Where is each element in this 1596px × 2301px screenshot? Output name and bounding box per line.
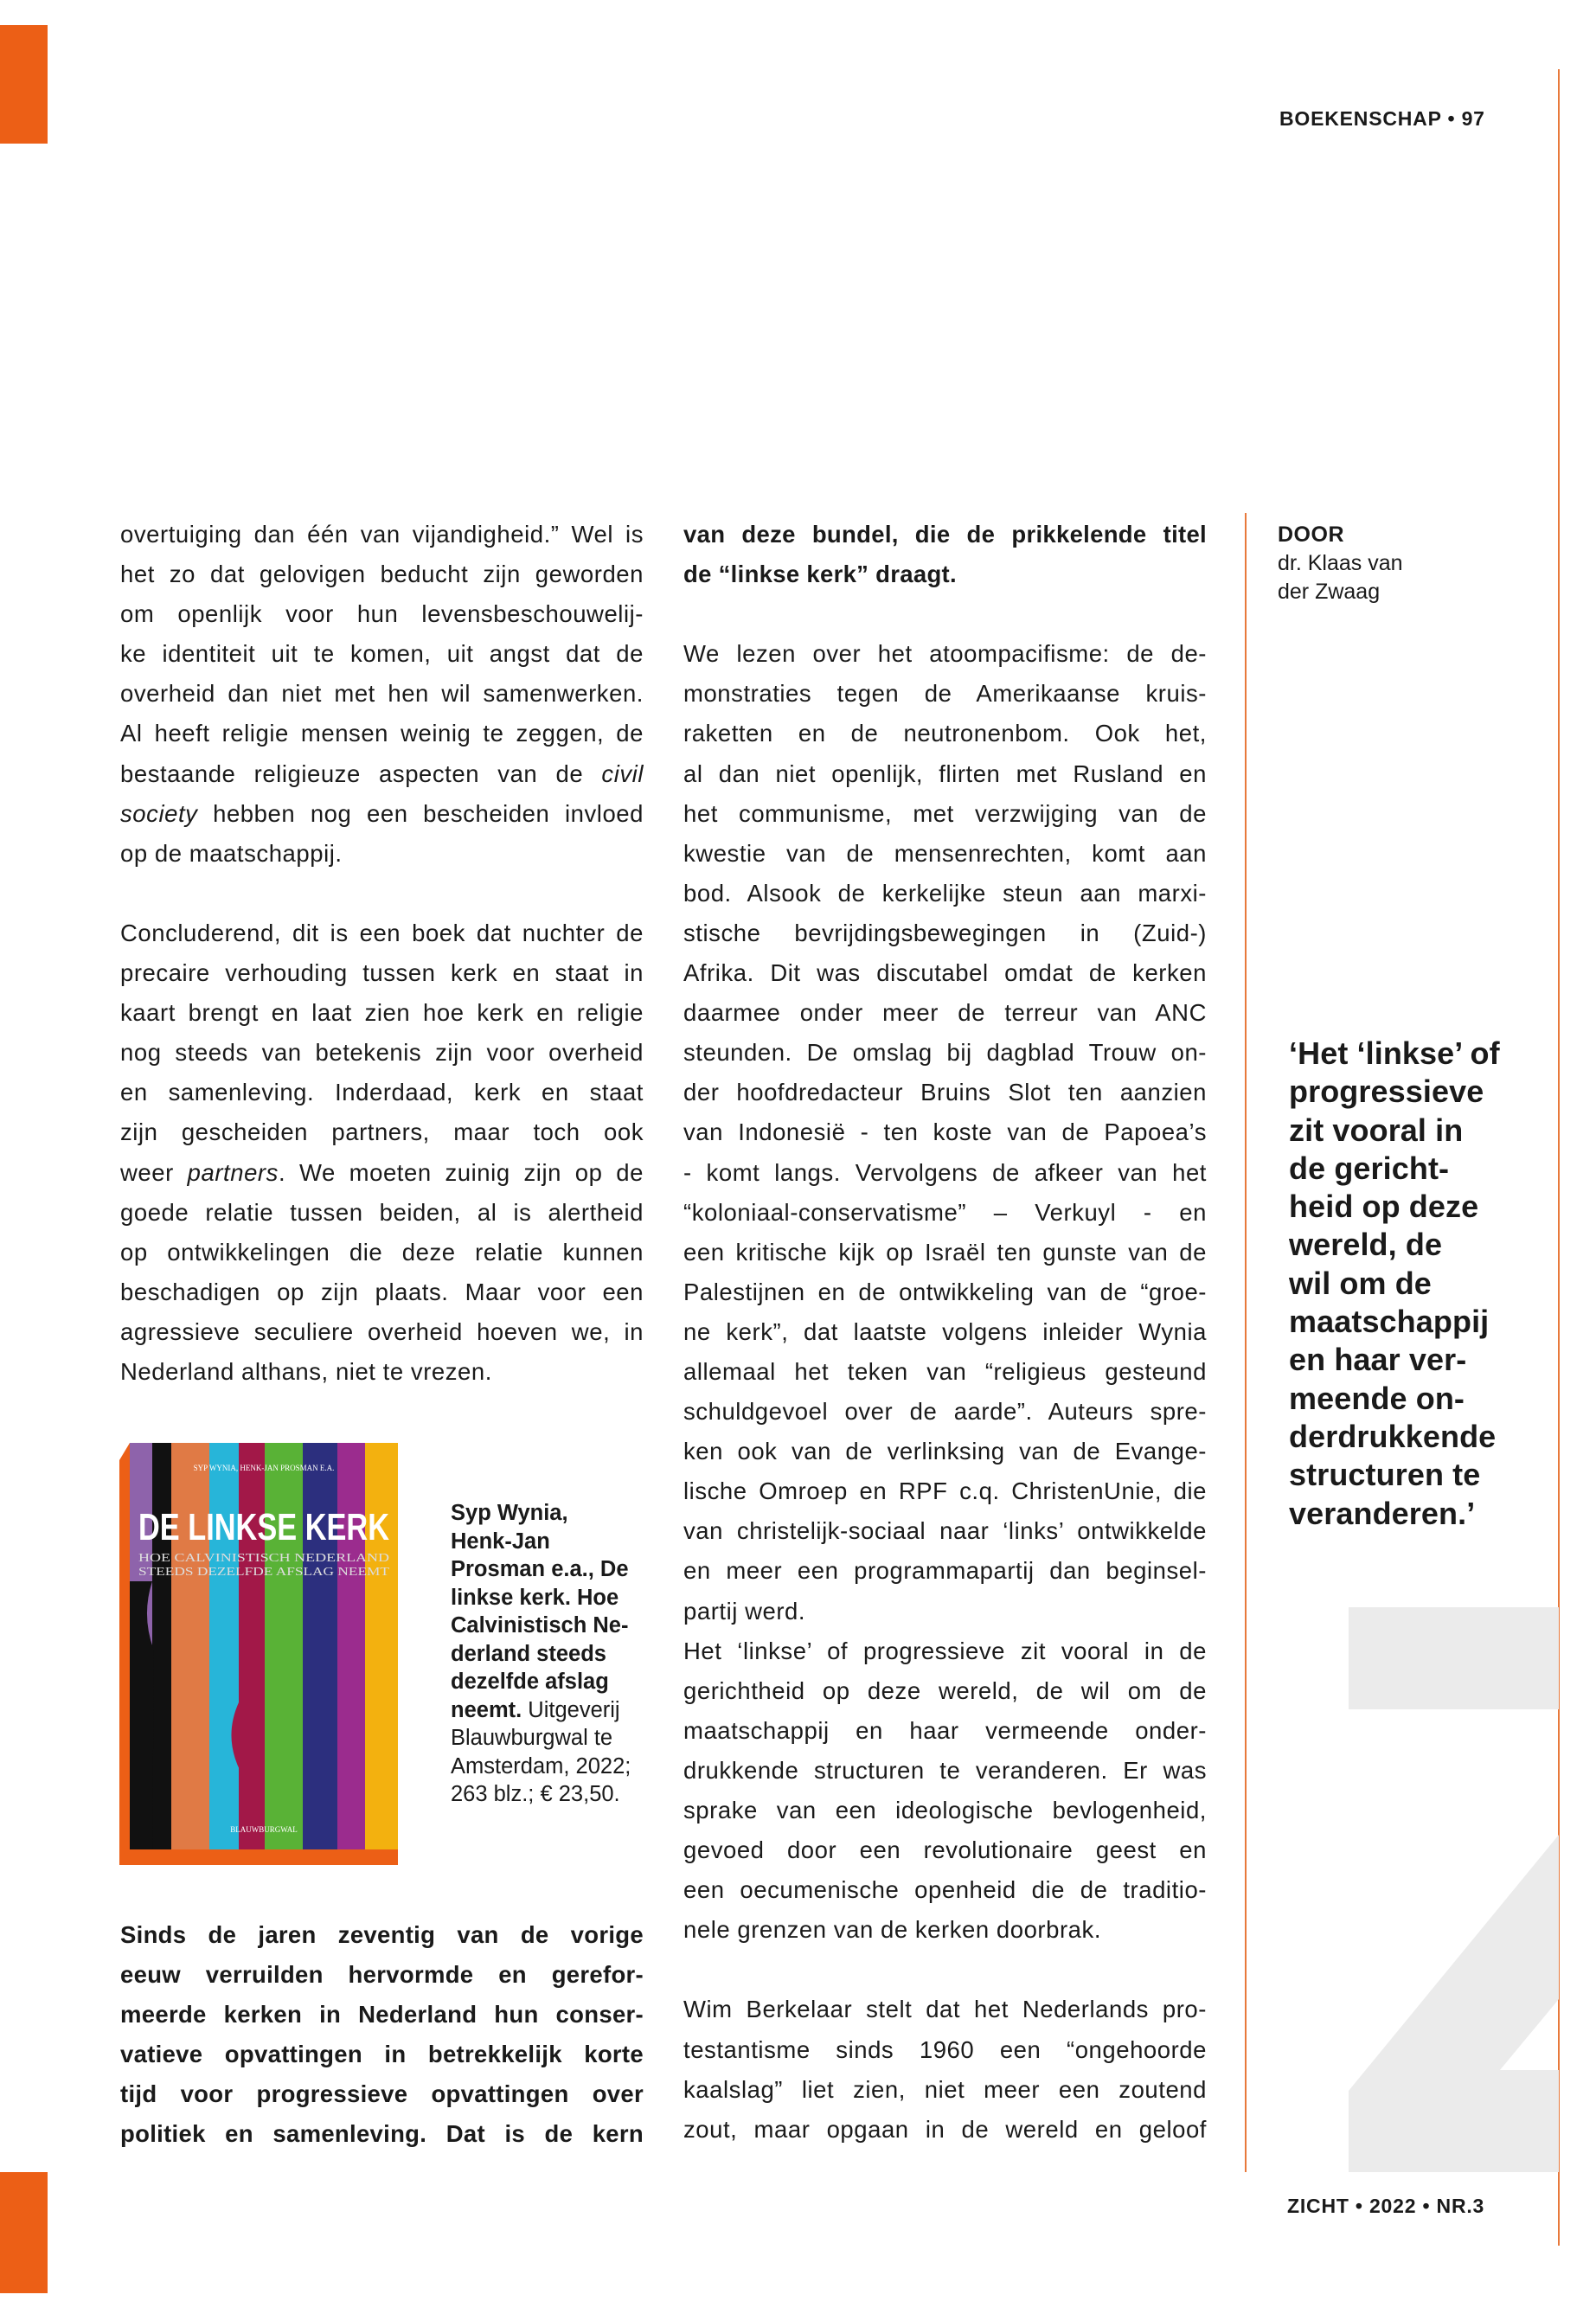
- intro-line: Sinds de jaren zeventig van de vorige: [120, 1921, 644, 1948]
- page-number: 97: [1461, 107, 1485, 130]
- text-line: kaart brengt en laat zien hoe kerk en religie: [120, 999, 644, 1027]
- byline-label: DOOR: [1278, 522, 1344, 547]
- text-line: zout, maar opgaan in de wereld en geloof: [683, 2115, 1207, 2143]
- text-line: nele grenzen van de kerken doorbrak.: [683, 1916, 1102, 1944]
- text-line: “koloniaal-conservatisme” – Verkuyl - en: [683, 1198, 1207, 1226]
- quote-line: en haar ver-: [1289, 1342, 1467, 1378]
- text-line: Wim Berkelaar stelt dat het Nederlands pro-: [683, 1996, 1207, 2023]
- text-line: gerichtheid op deze wereld, de wil om de: [683, 1676, 1207, 1704]
- paragraph: [683, 1990, 1207, 2149]
- text-line: bod. Alsook de kerkelijke steun aan marxi-: [683, 879, 1207, 907]
- text-line: de “linkse kerk” draagt.: [683, 561, 957, 588]
- text-line: van deze bundel, die de prikkelende titel: [683, 521, 1207, 548]
- caption-title-line: Henk-Jan: [451, 1529, 550, 1554]
- text-line: het communisme, met verzwijging van de: [683, 799, 1207, 827]
- text-segment: hebben nog een bescheiden invloed: [197, 799, 644, 827]
- intro-line: vatieve opvattingen in betrekkelijk korte: [120, 2041, 644, 2068]
- text-line: [120, 754, 644, 794]
- paragraph-gap: [683, 1950, 1207, 1990]
- text-line: kaalslag” liet zien, niet meer een zoutend: [683, 2075, 1207, 2103]
- text-line: gevoed door een revolutionaire geest en: [683, 1836, 1207, 1864]
- section-name: BOEKENSCHAP: [1279, 107, 1442, 130]
- text-line: ke identiteit uit te komen, uit angst dat de: [120, 640, 644, 668]
- quote-line: wereld, de: [1289, 1227, 1443, 1263]
- running-header: [1279, 107, 1485, 131]
- text-line: van christelijk-sociaal naar ‘links’ ontwikkelde: [683, 1517, 1207, 1545]
- caption-title-end: neemt.: [451, 1697, 522, 1722]
- cover-subtitle: STEEDS DEZELFDE AFSLAG NEEMT: [138, 1566, 390, 1579]
- text-line: allemaal het teken van “religieus gesteund: [683, 1357, 1207, 1385]
- pull-quote: [1289, 1035, 1500, 1533]
- text-line: van Indonesië - ten koste van de Papoea’s: [683, 1118, 1207, 1146]
- text-line: overtuiging dan één van vijandigheid.” Wel is: [120, 521, 644, 548]
- quote-line: progressieve: [1289, 1074, 1484, 1110]
- quote-line: de gericht-: [1289, 1150, 1450, 1186]
- text-line: al dan niet openlijk, flirten met Rusland en: [683, 760, 1207, 787]
- text-line: Palestijnen en de ontwikkeling van de “groe-: [683, 1278, 1207, 1305]
- intro-line: eeuw verruilden hervormde en gerefor-: [120, 1961, 644, 1989]
- intro-line: meerde kerken in Nederland hun conser-: [120, 2001, 644, 2029]
- text-line: steunden. De omslag bij dagblad Trouw on-: [683, 1039, 1207, 1067]
- book-cover-image: [119, 1443, 415, 1865]
- text-segment: weer: [120, 1158, 188, 1186]
- quote-line: meende on-: [1289, 1380, 1465, 1416]
- text-line: We lezen over het atoompacifisme: de de-: [683, 640, 1207, 668]
- text-line: Concluderend, dit is een boek dat nuchter de: [120, 919, 644, 946]
- caption-title-line: Syp Wynia,: [451, 1501, 568, 1525]
- quote-line: veranderen.’: [1289, 1495, 1476, 1531]
- text-line: lische Omroep en RPF c.q. ChristenUnie, die: [683, 1477, 1207, 1505]
- text-line: drukkende structuren te veranderen. Er was: [683, 1756, 1207, 1784]
- article-intro: [120, 1915, 644, 2155]
- quote-line: zit vooral in: [1289, 1112, 1464, 1148]
- text-line: testantisme sinds 1960 een “ongehoorde: [683, 2035, 1207, 2063]
- caption-title-line: Prosman e.a., De: [451, 1557, 629, 1581]
- text-line: zijn gescheiden partners, maar toch ook: [120, 1118, 644, 1146]
- italic-text: partners: [187, 1158, 279, 1186]
- text-line: Afrika. Dit was discutabel omdat de kerken: [683, 959, 1207, 987]
- author-line: dr. Klaas van: [1278, 551, 1403, 575]
- text-line: goede relatie tussen beiden, al is alertheid: [120, 1198, 644, 1226]
- text-segment: . We moeten zuinig zijn op de: [278, 1158, 644, 1186]
- text-line: overheid dan niet met hen wil samenwerken.: [120, 680, 644, 708]
- caption-detail-line: 263 blz.; € 23,50.: [451, 1782, 620, 1806]
- paragraph: [683, 1631, 1207, 1951]
- text-line: stische bevrijdingsbewegingen in (Zuid-): [683, 919, 1207, 946]
- text-line: nog steeds van betekenis zijn voor overheid: [120, 1039, 644, 1067]
- running-footer: ZICHT • 2022 • NR.3: [1287, 2195, 1485, 2217]
- caption-title-line: linkse kerk. Hoe: [451, 1585, 619, 1610]
- text-line: Nederland althans, niet te vrezen.: [120, 1357, 492, 1385]
- text-line: om openlijk voor hun levensbeschouwelij-: [120, 600, 644, 628]
- text-line: [120, 794, 644, 834]
- italic-text: society: [120, 799, 198, 827]
- paragraph: [683, 515, 1207, 594]
- author-line: der Zwaag: [1278, 580, 1381, 604]
- text-line: Al heeft religie mensen weinig te zeggen, de: [120, 720, 644, 747]
- intro-line: politiek en samenleving. Dat is de kern: [120, 2120, 644, 2148]
- quote-line: ‘Het ‘linkse’ of: [1289, 1035, 1500, 1071]
- text-line: ken ook van de verlinksing van de Evange-: [683, 1438, 1207, 1465]
- caption-publisher: Uitgeverij: [522, 1697, 620, 1722]
- middle-column: [683, 515, 1207, 2150]
- text-line: partij werd.: [683, 1597, 806, 1625]
- quote-line: wil om de: [1289, 1265, 1432, 1301]
- byline: [1278, 521, 1403, 606]
- header-separator: •: [1447, 107, 1456, 130]
- quote-line: derdrukkende: [1289, 1418, 1497, 1454]
- text-line: en samenleving. Inderdaad, kerk en staat: [120, 1079, 644, 1106]
- text-line: op de maatschappij.: [120, 839, 343, 867]
- book-caption: [451, 1499, 631, 1809]
- text-line: ne kerk”, dat laatste volgens inleider Wynia: [683, 1317, 1207, 1345]
- text-line: precaire verhouding tussen kerk en staat in: [120, 959, 644, 987]
- paragraph-gap: [120, 874, 644, 913]
- text-line: sprake van een ideologische bevlogenheid,: [683, 1797, 1207, 1823]
- cover-subtitle: HOE CALVINISTISCH NEDERLAND: [138, 1552, 389, 1565]
- paragraph-gap: [683, 594, 1207, 634]
- quote-line: structuren te: [1289, 1457, 1481, 1493]
- text-line: maatschappij en haar vermeende onder-: [683, 1716, 1207, 1744]
- italic-text: civil: [601, 760, 644, 787]
- quote-line: heid op deze: [1289, 1189, 1479, 1225]
- text-line: beschadigen op zijn plaats. Maar voor een: [120, 1278, 644, 1305]
- quote-line: maatschappij: [1289, 1304, 1490, 1340]
- cover-stripes: [130, 1443, 398, 1849]
- text-line: het zo dat gelovigen beducht zijn geworden: [120, 561, 644, 588]
- text-line: een kritische kijk op Israël ten gunste van de: [683, 1238, 1207, 1266]
- text-line: der hoofdredacteur Bruins Slot ten aanzien: [683, 1079, 1207, 1106]
- text-line: [120, 1153, 644, 1193]
- caption-title-line: derland steeds: [451, 1641, 606, 1666]
- text-line: op ontwikkelingen die deze relatie kunnen: [120, 1238, 644, 1266]
- text-line: kwestie van de mensenrechten, komt aan: [683, 839, 1207, 867]
- text-line: monstraties tegen de Amerikaanse kruis-: [683, 680, 1207, 708]
- caption-mixed-line: [451, 1696, 631, 1725]
- text-line: Het ‘linkse’ of progressieve zit vooral in de: [683, 1637, 1207, 1664]
- text-line: schuldgevoel over de aarde”. Auteurs spre-: [683, 1398, 1207, 1426]
- cover-publisher: BLAUWBURGWAL: [230, 1825, 298, 1834]
- text-line: raketten en de neutronenbom. Ook het,: [683, 720, 1207, 747]
- text-line: een oecumenische openheid die de traditio-: [683, 1876, 1207, 1904]
- caption-detail-line: Amsterdam, 2022;: [451, 1753, 631, 1779]
- cover-title: DE LINKSE KERK: [138, 1506, 390, 1548]
- caption-detail-line: Blauwburgwal te: [451, 1726, 613, 1750]
- text-line: agressieve seculiere overheid hoeven we, in: [120, 1317, 644, 1345]
- text-segment: bestaande religieuze aspecten van de: [120, 760, 602, 787]
- intro-line: tijd voor progressieve opvattingen over: [120, 2080, 644, 2108]
- text-line: en meer een programmapartij dan beginsel-: [683, 1557, 1207, 1585]
- left-column: [120, 515, 644, 1392]
- text-line: - komt langs. Vervolgens de afkeer van het: [683, 1158, 1207, 1186]
- cover-authors: SYP WYNIA, HENK-JAN PROSMAN E.A.: [193, 1464, 335, 1472]
- caption-title-line: dezelfde afslag: [451, 1670, 609, 1694]
- text-line: daarmee onder meer de terreur van ANC: [683, 999, 1207, 1027]
- caption-title-line: Calvinistisch Ne-: [451, 1613, 629, 1638]
- paragraph: [683, 634, 1207, 1631]
